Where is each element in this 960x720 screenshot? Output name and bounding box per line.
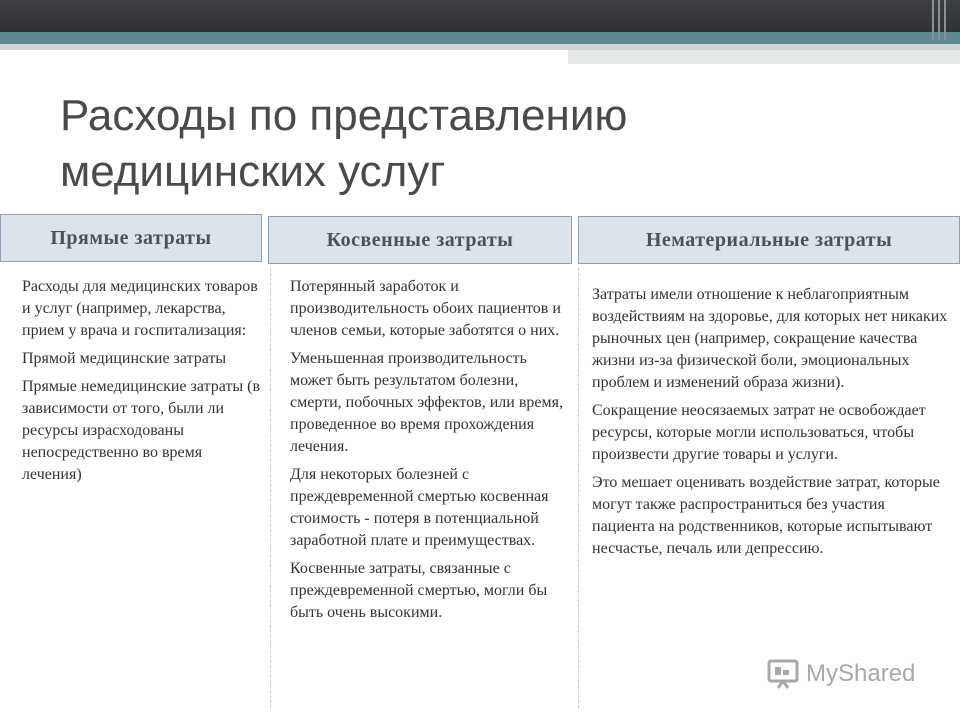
column-header-indirect-costs — [268, 216, 572, 264]
column-divider — [578, 268, 579, 708]
slide-title — [60, 88, 760, 200]
paragraph: Прямые немедицинские затраты (в зависимости от того, были ли ресурсы израсходованы непосредственно во время лечения) — [22, 378, 261, 483]
column-header-label: Нематериальные затраты — [645, 228, 893, 251]
column-body-direct-costs — [22, 276, 262, 492]
paragraph: Прямой медицинские затраты — [22, 350, 227, 367]
paragraph: Затраты имели отношение к неблагоприятным воздействиям на здоровье, для которых нет никаких рыночных цен (например, сокращение качества жизни из-за физической боли, эмоциональных проблем и изменений образа жизни). — [592, 286, 948, 391]
watermark-text: MyShared — [806, 660, 916, 687]
gray-stripe-secondary — [568, 50, 960, 64]
paragraph: Сокращение неосязаемых затрат не освобождает ресурсы, которые могли использоваться, чтобы произвести другие товары и услуги. — [592, 402, 926, 463]
presentation-board-icon — [766, 658, 800, 690]
paragraph: Расходы для медицинских товаров и услуг (например, лекарства, прием у врача и госпитализация: — [22, 278, 258, 339]
column-header-direct-costs — [0, 214, 262, 262]
column-header-label: Прямые затраты — [50, 226, 212, 249]
watermark — [766, 656, 915, 692]
paragraph: Это мешает оценивать воздействие затрат, которые могут также распространиться без участия пациента на родственников, которые испытывают несчастье, печаль или депрессию. — [592, 474, 940, 557]
column-header-label: Косвенные затраты — [326, 228, 514, 251]
accent-stripe — [0, 32, 960, 44]
paragraph: Потерянный заработок и производительность обоих пациентов и членов семьи, которые заботятся о них. — [290, 278, 561, 339]
title-line-1: Расходы по представлению — [60, 91, 628, 140]
column-body-indirect-costs — [290, 276, 568, 630]
column-divider — [270, 268, 271, 708]
corner-decor — [930, 0, 952, 40]
column-header-intangible-costs — [578, 216, 960, 264]
paragraph: Для некоторых болезней с преждевременной смертью косвенная стоимость - потеря в потенциальной заработной плате и преимуществах. — [290, 466, 549, 549]
column-body-intangible-costs — [592, 284, 948, 566]
paragraph: Уменьшенная производительность может быть результатом болезни, смерти, побочных эффектов, или время, проведенное во время прохождения лечения. — [290, 350, 563, 455]
top-decor-bar — [0, 0, 960, 32]
title-line-2: медицинских услуг — [60, 147, 446, 196]
paragraph: Косвенные затраты, связанные с преждевременной смертью, могли бы быть очень высокими. — [290, 560, 548, 621]
